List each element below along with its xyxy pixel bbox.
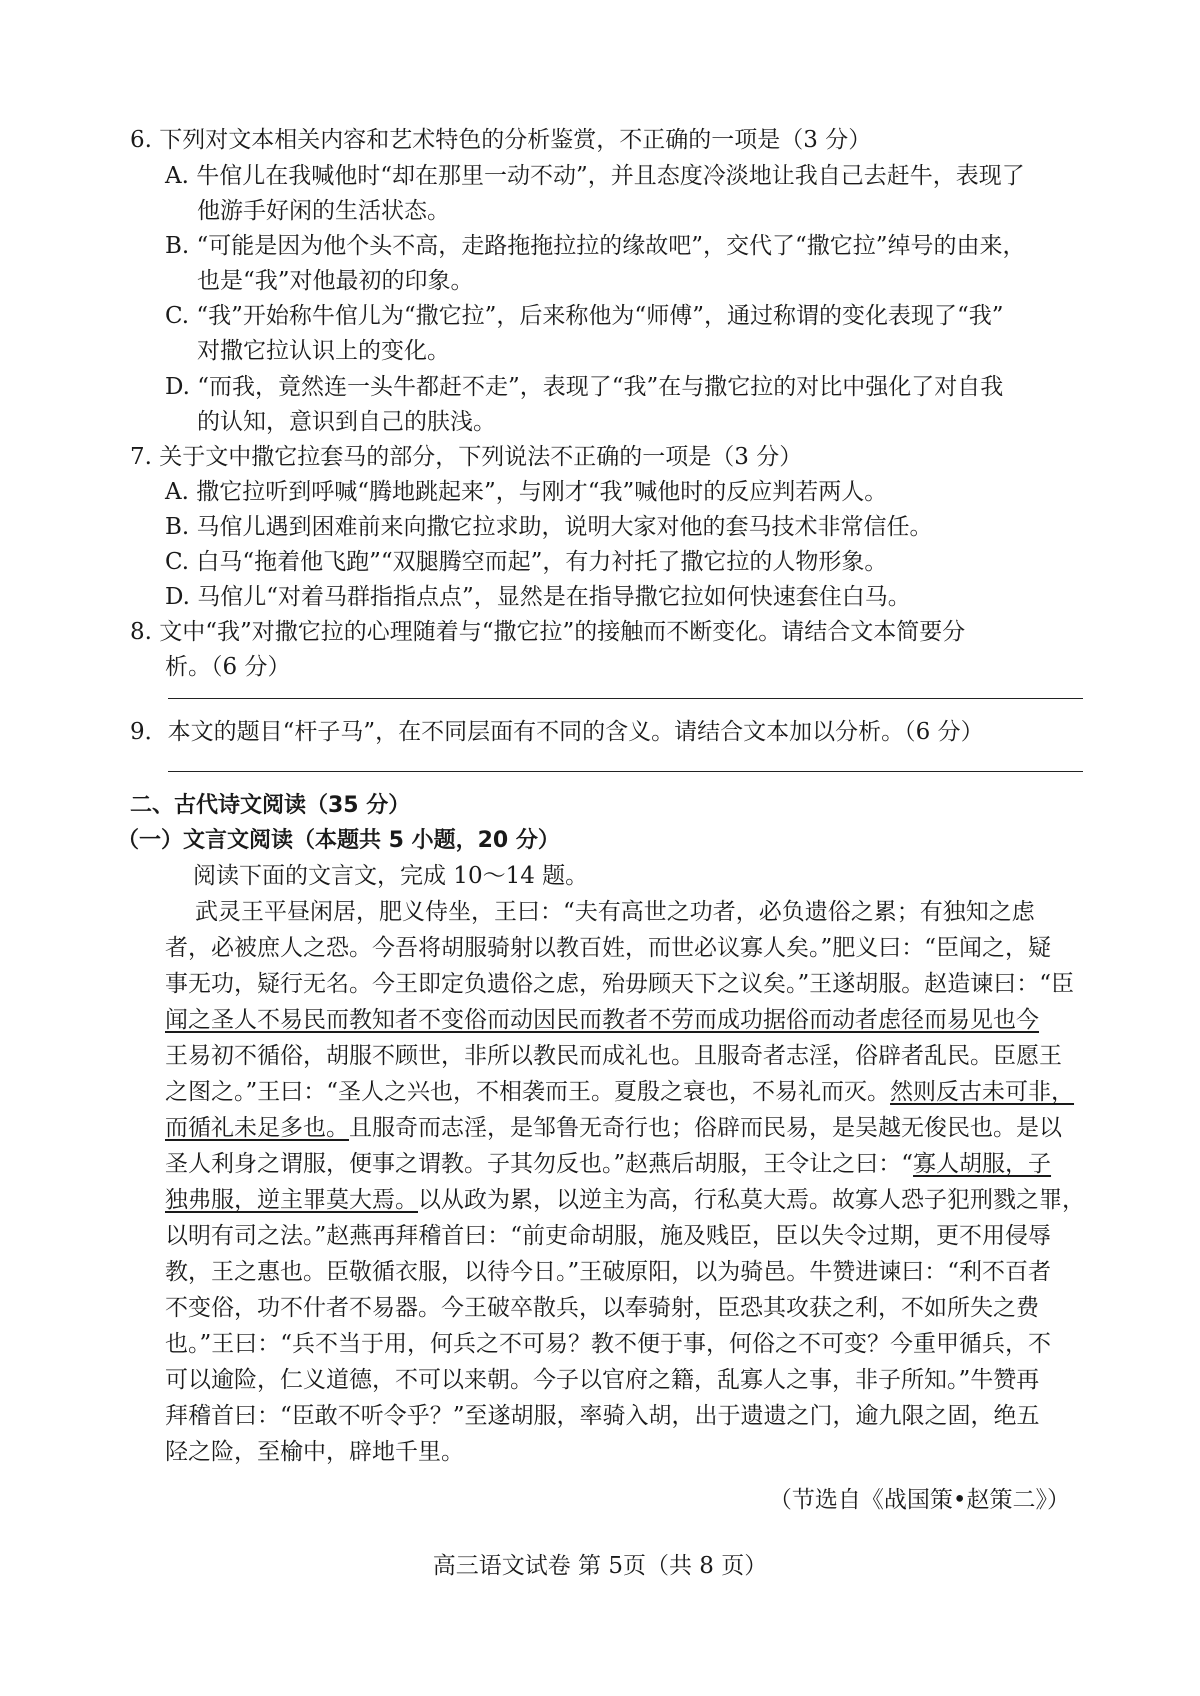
q9-stem: 9．本文的题目“杆子马”，在不同层面有不同的含义。请结合文本加以分析。（6 分） bbox=[130, 719, 984, 745]
source-citation: （节选自《战国策•赵策二》） bbox=[768, 1487, 1070, 1513]
underlined-sentence-2a: 寡人胡服，子 bbox=[913, 1151, 1052, 1177]
passage-line-9 bbox=[165, 1184, 1085, 1216]
q7-option-c: C. 白马“拖着他飞跑”“双腿腾空而起”，有力衬托了撒它拉的人物形象。 bbox=[165, 549, 888, 575]
passage-line-7 bbox=[165, 1112, 1062, 1144]
q6-option-b-line1: B. “可能是因为他个头不高，走路拖拖拉拉的缘故吧”，交代了“撒它拉”绰号的由来， bbox=[165, 233, 1026, 259]
passage-line-8 bbox=[165, 1148, 1051, 1180]
passage-line-4-underlined: 闻之圣人不易民而教知者不变俗而动因民而教者不劳而成功据俗而动者虑径而易见也今 bbox=[165, 1007, 1039, 1033]
passage-line-14: 可以逾险，仁义道德，不可以来朝。今子以官府之籍，乱寡人之事，非子所知。”牛赞再 bbox=[165, 1367, 1040, 1393]
q9-answer-line[interactable] bbox=[168, 771, 1083, 772]
q6-option-d-line2: 的认知，意识到自己的肤浅。 bbox=[197, 409, 496, 435]
passage-line-13: 也。”王曰：“兵不当于用，何兵之不可易？教不便于事，何俗之不可变？今重甲循兵，不 bbox=[165, 1331, 1052, 1357]
subsection-title: （一）文言文阅读（本题共 5 小题，20 分） bbox=[117, 828, 560, 853]
q7-option-b: B. 马倌儿遇到困难前来向撒它拉求助，说明大家对他的套马技术非常信任。 bbox=[165, 514, 933, 540]
passage-line-10: 以明有司之法。”赵燕再拜稽首曰：“前吏命胡服，施及贱臣，臣以失令过期，更不用侵辱 bbox=[165, 1223, 1052, 1249]
q6-option-d-line1: D. “而我，竟然连一头牛都赶不走”，表现了“我”在与撒它拉的对比中强化了对自我 bbox=[165, 374, 1004, 400]
passage-line-6 bbox=[165, 1076, 1074, 1108]
q6-option-b-line2: 也是“我”对他最初的印象。 bbox=[197, 268, 474, 294]
passage-line-1: 武灵王平昼闲居，肥义侍坐，王曰：“夫有高世之功者，必负遗俗之累；有独知之虑 bbox=[195, 899, 1035, 925]
passage-line-9-text: 以从政为累，以逆主为高，行私莫大焉。故寡人恐子犯刑戮之罪， bbox=[418, 1187, 1085, 1213]
passage-line-6-text: 之图之。”王曰：“圣人之兴也，不相袭而王。夏殷之衰也，不易礼而灭。 bbox=[165, 1079, 891, 1105]
passage-line-3: 事无功，疑行无名。今王即定负遗俗之虑，殆毋顾天下之议矣。”王遂胡服。赵造谏曰：“臣 bbox=[165, 971, 1075, 997]
q7-stem: 7. 关于文中撒它拉套马的部分，下列说法不正确的一项是（3 分） bbox=[130, 444, 803, 470]
passage-line-2: 者，必被庶人之恐。今吾将胡服骑射以教百姓，而世必议寡人矣。”肥义曰：“臣闻之，疑 bbox=[165, 935, 1052, 961]
q6-option-a-line1: A. 牛倌儿在我喊他时“却在那里一动不动”，并且态度冷淡地让我自己去赶牛，表现了 bbox=[165, 163, 1025, 189]
q8-answer-line[interactable] bbox=[168, 698, 1083, 699]
q6-option-c-line1: C. “我”开始称牛倌儿为“撒它拉”，后来称他为“师傅”，通过称谓的变化表现了“我” bbox=[165, 303, 1004, 329]
section-title: 二、古代诗文阅读（35 分） bbox=[130, 793, 411, 818]
passage-line-5: 王易初不循俗，胡服不顾世，非所以教民而成礼也。且服奇者志淫，俗辟者乱民。臣愿王 bbox=[165, 1043, 1062, 1069]
q8-stem-line2: 析。（6 分） bbox=[165, 654, 291, 680]
q6-option-c-line2: 对撒它拉认识上的变化。 bbox=[197, 338, 450, 364]
passage-line-7-text: 且服奇而志淫，是邹鲁无奇行也；俗辟而民易，是吴越无俊民也。是以 bbox=[349, 1115, 1062, 1141]
underlined-sentence-1b: 而循礼未足多也。 bbox=[165, 1115, 349, 1141]
q7-option-a: A. 撒它拉听到呼喊“腾地跳起来”，与刚才“我”喊他时的反应判若两人。 bbox=[165, 479, 888, 505]
passage-line-15: 拜稽首曰：“臣敢不听令乎？”至遂胡服，率骑入胡，出于遗遗之门，逾九限之固，绝五 bbox=[165, 1403, 1040, 1429]
q6-stem: 6. 下列对文本相关内容和艺术特色的分析鉴赏，不正确的一项是（3 分） bbox=[130, 127, 872, 153]
passage-line-8-text: 圣人利身之谓服，便事之谓教。子其勿反也。”赵燕后胡服，王令让之曰：“ bbox=[165, 1151, 914, 1177]
q8-stem-line1: 8. 文中“我”对撒它拉的心理随着与“撒它拉”的接触而不断变化。请结合文本简要分 bbox=[130, 619, 966, 645]
q6-option-a-line2: 他游手好闲的生活状态。 bbox=[197, 198, 450, 224]
reading-instruction: 阅读下面的文言文，完成 10～14 题。 bbox=[193, 863, 589, 889]
underlined-sentence-1a: 然则反古未可非， bbox=[890, 1079, 1075, 1105]
passage-line-11: 教，王之惠也。臣敬循衣服，以待今日。”王破原阳，以为骑邑。牛赞进谏曰：“利不百者 bbox=[165, 1259, 1052, 1285]
page-footer: 高三语文试卷 第 5页（共 8 页） bbox=[432, 1553, 768, 1579]
q7-option-d: D. 马倌儿“对着马群指指点点”，显然是在指导撒它拉如何快速套住白马。 bbox=[165, 584, 911, 610]
passage-line-16: 陉之险，至榆中，辟地千里。 bbox=[165, 1439, 464, 1465]
passage-line-12: 不变俗，功不什者不易器。今王破卒散兵，以奉骑射，臣恐其攻获之利，不如所失之费 bbox=[165, 1295, 1039, 1321]
underlined-sentence-2b: 独弗服，逆主罪莫大焉。 bbox=[165, 1187, 418, 1213]
